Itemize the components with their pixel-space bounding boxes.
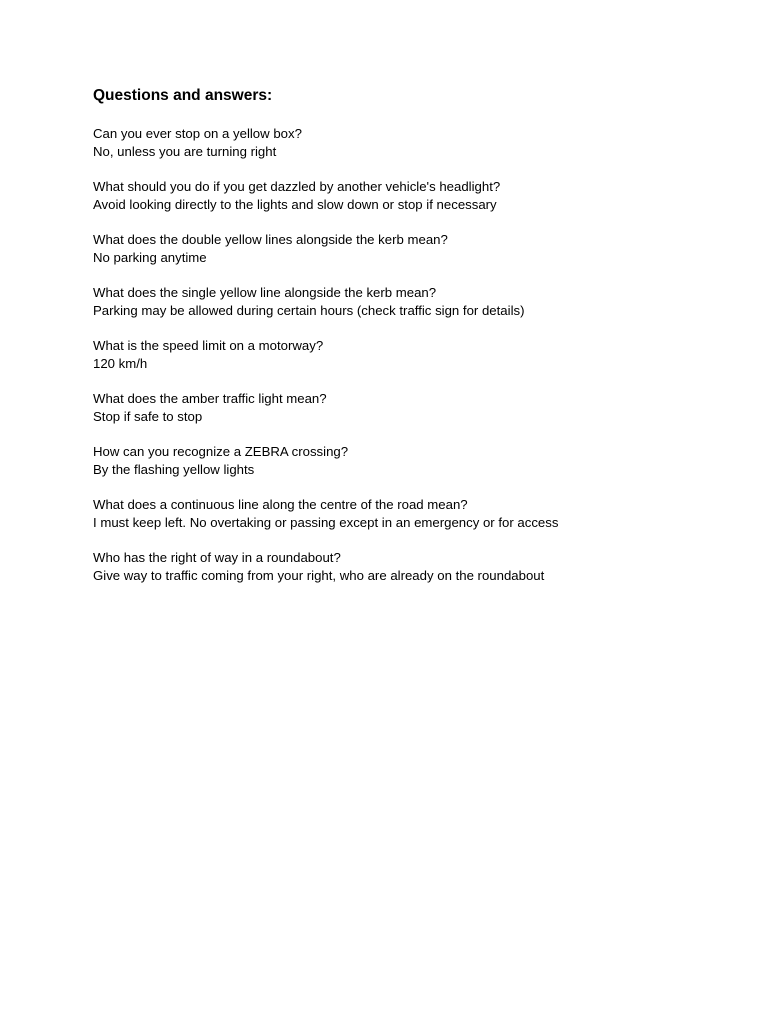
qa-item (93, 231, 733, 267)
qa-answer: 120 km/h (93, 356, 148, 371)
qa-answer: By the flashing yellow lights (93, 462, 255, 477)
qa-item (93, 125, 733, 161)
qa-question: What does the single yellow line alongside the kerb mean? (93, 285, 437, 300)
qa-answer: No, unless you are turning right (93, 144, 277, 159)
qa-item (93, 549, 733, 585)
qa-question: What does a continuous line along the centre of the road mean? (93, 497, 468, 512)
qa-item (93, 178, 733, 214)
qa-item (93, 496, 733, 532)
qa-answer: Avoid looking directly to the lights and slow down or stop if necessary (93, 197, 497, 212)
qa-answer: Give way to traffic coming from your right, who are already on the roundabout (93, 568, 545, 583)
qa-answer: Stop if safe to stop (93, 409, 203, 424)
qa-list (93, 125, 733, 585)
qa-question: Who has the right of way in a roundabout? (93, 550, 341, 565)
qa-item (93, 390, 733, 426)
qa-item (93, 337, 733, 373)
qa-item (93, 443, 733, 479)
qa-answer: Parking may be allowed during certain hours (check traffic sign for details) (93, 303, 525, 318)
qa-question: Can you ever stop on a yellow box? (93, 126, 302, 141)
qa-question: What does the double yellow lines alongside the kerb mean? (93, 232, 448, 247)
qa-answer: No parking anytime (93, 250, 207, 265)
qa-question: What does the amber traffic light mean? (93, 391, 327, 406)
qa-question: What should you do if you get dazzled by another vehicle's headlight? (93, 179, 501, 194)
qa-question: What is the speed limit on a motorway? (93, 338, 324, 353)
document-page (93, 86, 733, 602)
qa-item (93, 284, 733, 320)
document-title: Questions and answers: (93, 87, 273, 104)
qa-question: How can you recognize a ZEBRA crossing? (93, 444, 349, 459)
qa-answer: I must keep left. No overtaking or passing except in an emergency or for access (93, 515, 559, 530)
